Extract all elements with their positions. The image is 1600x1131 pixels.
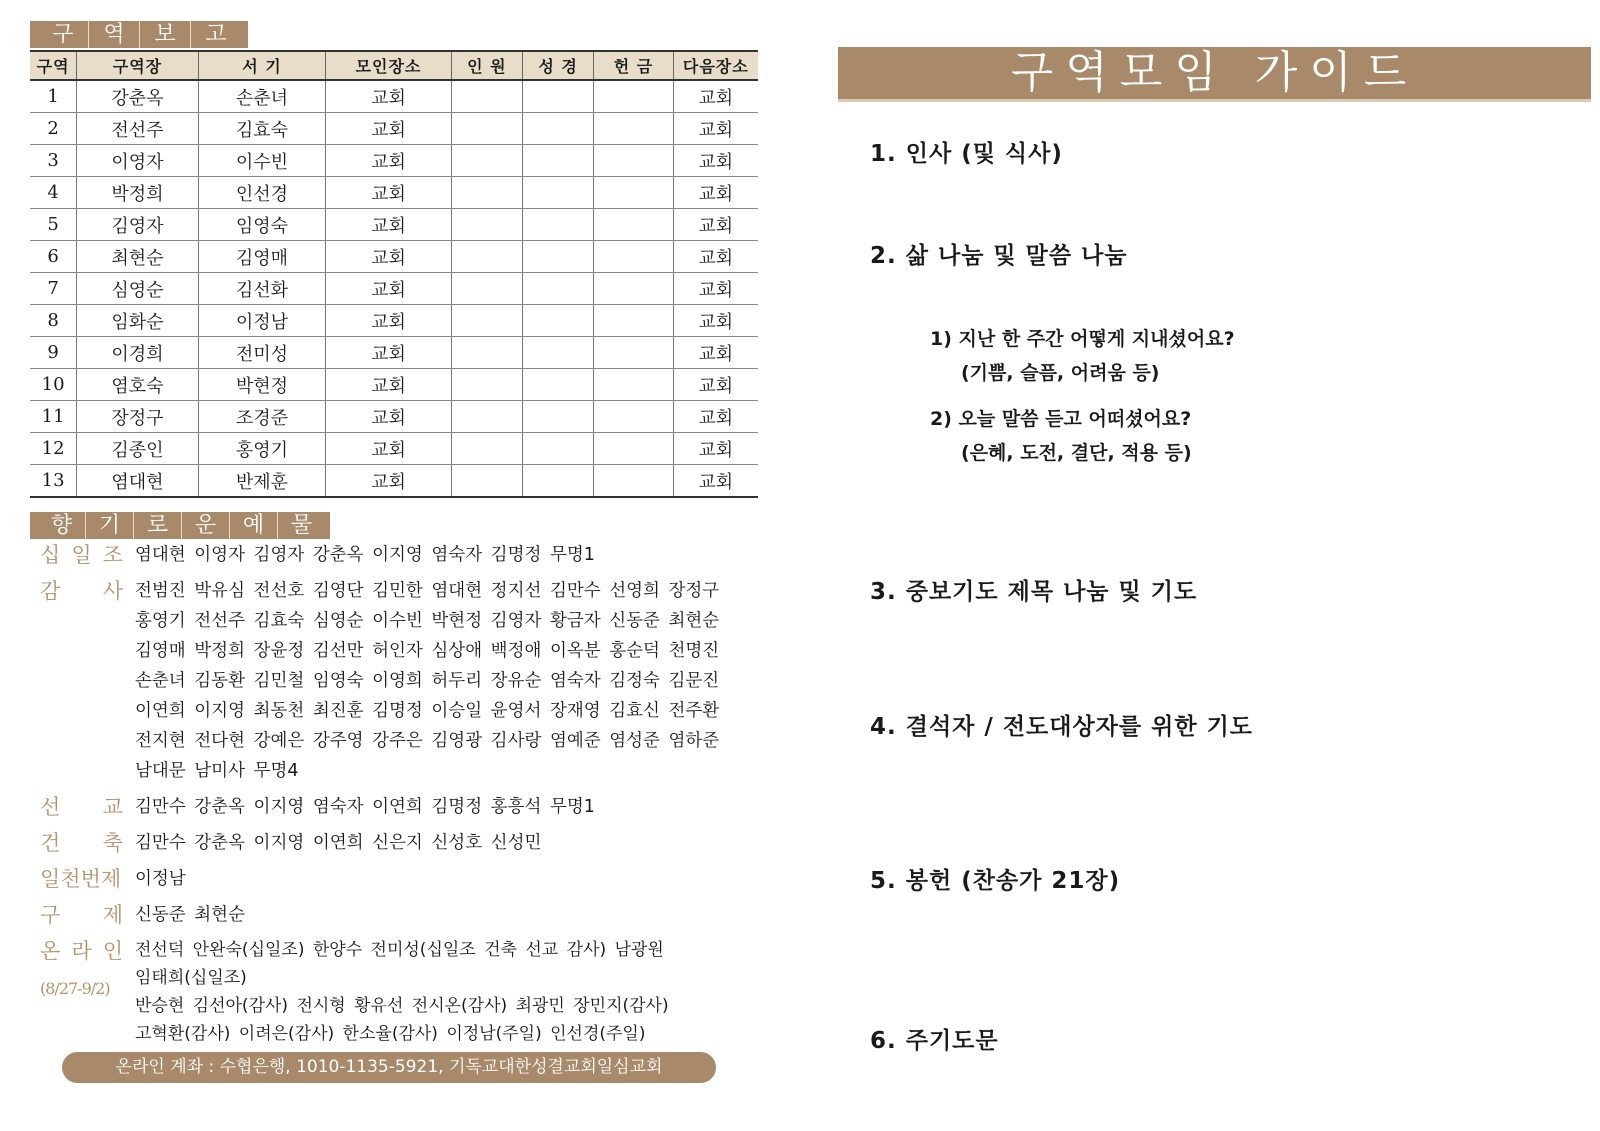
cell-leader: 최현순 [77,241,199,273]
cell-bible [523,401,594,433]
online-account-banner: 온라인 계좌 : 수협은행, 1010-1135-5921, 기독교대한성결교회일심교회 [62,1052,716,1083]
cell-leader: 염호숙 [77,369,199,401]
column-header-next-place: 다음장소 [682,57,749,76]
cell-bible [523,305,594,337]
question-2-hint: (은혜, 도전, 결단, 적용 등) [961,442,1192,464]
cell-attendance [451,337,522,369]
cell-district: 3 [30,145,77,177]
cell-attendance [451,273,522,305]
cell-bible [523,433,594,465]
cell-next-place: 교회 [673,80,758,113]
cell-offering [594,305,673,337]
names-line: 홍영기 전선주 김효숙 심영순 이수빈 박현정 김영자 황금자 신동준 최현순 [135,611,720,631]
column-header-attendance: 인 원 [451,51,522,80]
offering-list [40,540,780,1054]
guide-item-1: 1. 인사 (및 식사) [870,141,1063,167]
cell-next-place: 교회 [673,337,758,369]
cell-next-place: 교회 [673,177,758,209]
cell-attendance [451,241,522,273]
names-relief: 신동준 최현순 [135,905,245,925]
names-ilcheon: 이정남 [135,869,186,889]
cell-leader: 박정희 [77,177,199,209]
cell-offering [594,369,673,401]
cell-next-place: 교회 [673,401,758,433]
cell-secretary: 반제훈 [198,465,326,498]
cell-district: 13 [30,465,77,498]
cell-district: 7 [30,273,77,305]
names-online [135,936,755,1048]
names-line: 전범진 박유심 전선호 김영단 김민한 염대현 정지선 김만수 선영희 장정구 [135,581,720,601]
cell-district: 5 [30,209,77,241]
cell-next-place: 교회 [673,433,758,465]
cell-offering [594,241,673,273]
cell-place: 교회 [326,433,452,465]
table-body [30,80,758,497]
names-mission: 김만수 강춘옥 이지영 염숙자 이연희 김명정 홍흥석 무명1 [135,797,595,817]
table-row [30,401,758,433]
cell-attendance [451,465,522,498]
cell-attendance [451,433,522,465]
cell-offering [594,273,673,305]
cell-place: 교회 [326,113,452,145]
header-char: 운 [182,512,230,539]
header-char: 고 [205,22,227,47]
category-label-online: 온 라 인 (8/27-9/2) [40,936,135,1004]
cell-bible [523,337,594,369]
cell-offering [594,209,673,241]
cell-offering [594,401,673,433]
header-char: 구 [38,21,89,48]
cell-leader: 김영자 [77,209,199,241]
cell-attendance [451,177,522,209]
offering-ilcheon [40,864,780,894]
category-label-relief: 구 제 [40,903,123,927]
column-header-place: 모인장소 [326,51,452,80]
cell-place: 교회 [326,241,452,273]
category-label-mission: 선 교 [40,795,123,819]
question-2: 2) 오늘 말씀 듣고 어떠셨어요? [930,408,1192,430]
cell-leader: 염대현 [77,465,199,498]
table-row [30,177,758,209]
cell-attendance [451,80,522,113]
names-line: 김영매 박정희 장윤정 김선만 허인자 심상애 백정애 이옥분 홍순덕 천명진 [135,641,720,661]
names-line: 손춘녀 김동환 김민철 임영숙 이영희 허두리 장유순 염숙자 김정숙 김문진 [135,671,720,691]
cell-offering [594,465,673,498]
offering-mission [40,792,780,822]
table-header-row [30,51,758,80]
guide-item-6: 6. 주기도문 [870,1028,999,1054]
cell-place: 교회 [326,465,452,498]
cell-bible [523,241,594,273]
cell-district: 10 [30,369,77,401]
column-header-district: 구역 [30,51,77,80]
offering-building [40,828,780,858]
guide-item-2: 2. 삶 나눔 및 말씀 나눔 [870,243,1128,269]
offering-tithe [40,540,780,570]
cell-place: 교회 [326,209,452,241]
cell-bible [523,209,594,241]
cell-place: 교회 [326,369,452,401]
table-row [30,209,758,241]
cell-bible [523,369,594,401]
guide-item-4: 4. 결석자 / 전도대상자를 위한 기도 [870,714,1254,740]
cell-attendance [451,305,522,337]
cell-next-place: 교회 [673,465,758,498]
names-thanks [135,576,755,786]
guide-sub-questions [930,322,1235,470]
cell-offering [594,80,673,113]
column-header-bible: 성 경 [523,51,594,80]
cell-place: 교회 [326,305,452,337]
cell-leader: 심영순 [77,273,199,305]
cell-district: 1 [30,80,77,113]
cell-next-place: 교회 [673,113,758,145]
cell-district: 11 [30,401,77,433]
cell-place: 교회 [326,145,452,177]
guide-item-3: 3. 중보기도 제목 나눔 및 기도 [870,579,1198,605]
cell-place: 교회 [326,273,452,305]
cell-district: 4 [30,177,77,209]
offering-thanks [40,576,780,786]
cell-secretary: 이정남 [198,305,326,337]
cell-district: 9 [30,337,77,369]
column-header-leader: 구역장 [77,51,199,80]
cell-place: 교회 [326,401,452,433]
names-line: 반승현 김선아(감사) 전시형 황유선 전시온(감사) 최광민 장민지(감사) [135,996,669,1016]
cell-next-place: 교회 [673,145,758,177]
cell-leader: 전선주 [77,113,199,145]
guide-title: 구역모임 가이드 [1010,47,1419,98]
cell-attendance [451,401,522,433]
cell-bible [523,177,594,209]
cell-leader: 이경희 [77,337,199,369]
names-line: 전선덕 안완숙(십일조) 한양수 전미성(십일조 건축 선교 감사) 남광원 [135,940,664,960]
cell-leader: 강춘옥 [77,80,199,113]
cell-secretary: 이수빈 [198,145,326,177]
cell-next-place: 교회 [673,369,758,401]
cell-bible [523,80,594,113]
cell-next-place: 교회 [673,273,758,305]
header-char: 보 [140,21,191,48]
cell-secretary: 박현정 [198,369,326,401]
table-row [30,465,758,498]
category-label-building: 건 축 [40,831,123,855]
cell-secretary: 김효숙 [198,113,326,145]
cell-attendance [451,369,522,401]
cell-leader: 장정구 [77,401,199,433]
table-row [30,337,758,369]
header-char: 로 [134,512,182,539]
names-line: 전지현 전다현 강예은 강주영 강주은 김영광 김사랑 염예준 염성준 염하준 [135,731,720,751]
cell-secretary: 인선경 [198,177,326,209]
header-char: 향 [38,512,86,539]
table-row [30,369,758,401]
cell-offering [594,177,673,209]
cell-place: 교회 [326,337,452,369]
names-line: 임태희(십일조) [135,968,247,988]
cell-district: 2 [30,113,77,145]
cell-leader: 김종인 [77,433,199,465]
table-row [30,433,758,465]
header-char: 역 [89,21,140,48]
category-label-ilcheon: 일천번제 [40,867,122,891]
names-building: 김만수 강춘옥 이지영 이연희 신은지 신성호 신성민 [135,833,542,853]
cell-secretary: 홍영기 [198,433,326,465]
cell-attendance [451,145,522,177]
cell-place: 교회 [326,177,452,209]
table-row [30,305,758,337]
table-row [30,273,758,305]
column-header-offering: 헌 금 [594,51,673,80]
cell-secretary: 전미성 [198,337,326,369]
cell-district: 8 [30,305,77,337]
question-1-hint: (기쁨, 슬픔, 어려움 등) [961,362,1160,384]
table-row [30,113,758,145]
cell-bible [523,145,594,177]
cell-offering [594,113,673,145]
district-report-table [30,50,758,498]
cell-place: 교회 [326,80,452,113]
question-1: 1) 지난 한 주간 어떻게 지내셨어요? [930,328,1235,350]
cell-attendance [451,209,522,241]
guide-title-bar [838,47,1591,102]
offering-online [40,936,780,1048]
cell-offering [594,337,673,369]
cell-offering [594,433,673,465]
offering-section-header [30,512,330,539]
cell-secretary: 조경준 [198,401,326,433]
names-line: 남대문 남미사 무명4 [135,761,299,781]
header-char: 물 [290,513,313,538]
column-header-secretary: 서 기 [198,51,326,80]
header-char: 예 [230,512,278,539]
offering-relief [40,900,780,930]
cell-secretary: 임영숙 [198,209,326,241]
table-row [30,80,758,113]
cell-district: 6 [30,241,77,273]
cell-secretary: 김영매 [198,241,326,273]
report-section-header [30,21,248,48]
table-row [30,241,758,273]
cell-leader: 임화순 [77,305,199,337]
cell-bible [523,273,594,305]
category-label-tithe: 십 일 조 [40,543,123,567]
names-tithe: 염대현 이영자 김영자 강춘옥 이지영 염숙자 김명정 무명1 [135,545,595,565]
cell-next-place: 교회 [673,209,758,241]
table-row [30,145,758,177]
cell-attendance [451,113,522,145]
online-date-range: (8/27-9/2) [40,979,110,998]
names-line: 이연희 이지영 최동천 최진훈 김명정 이승일 윤영서 장재영 김효신 전주환 [135,701,720,721]
cell-secretary: 손춘녀 [198,80,326,113]
cell-offering [594,145,673,177]
cell-next-place: 교회 [673,241,758,273]
guide-item-5: 5. 봉헌 (찬송가 21장) [870,868,1121,894]
cell-secretary: 김선화 [198,273,326,305]
cell-next-place: 교회 [673,305,758,337]
cell-leader: 이영자 [77,145,199,177]
category-label-thanks: 감 사 [40,579,123,603]
cell-district: 12 [30,433,77,465]
header-char: 기 [86,512,134,539]
cell-bible [523,465,594,498]
names-line: 고혁환(감사) 이려은(감사) 한소율(감사) 이정남(주일) 인선경(주일) [135,1024,646,1044]
cell-bible [523,113,594,145]
